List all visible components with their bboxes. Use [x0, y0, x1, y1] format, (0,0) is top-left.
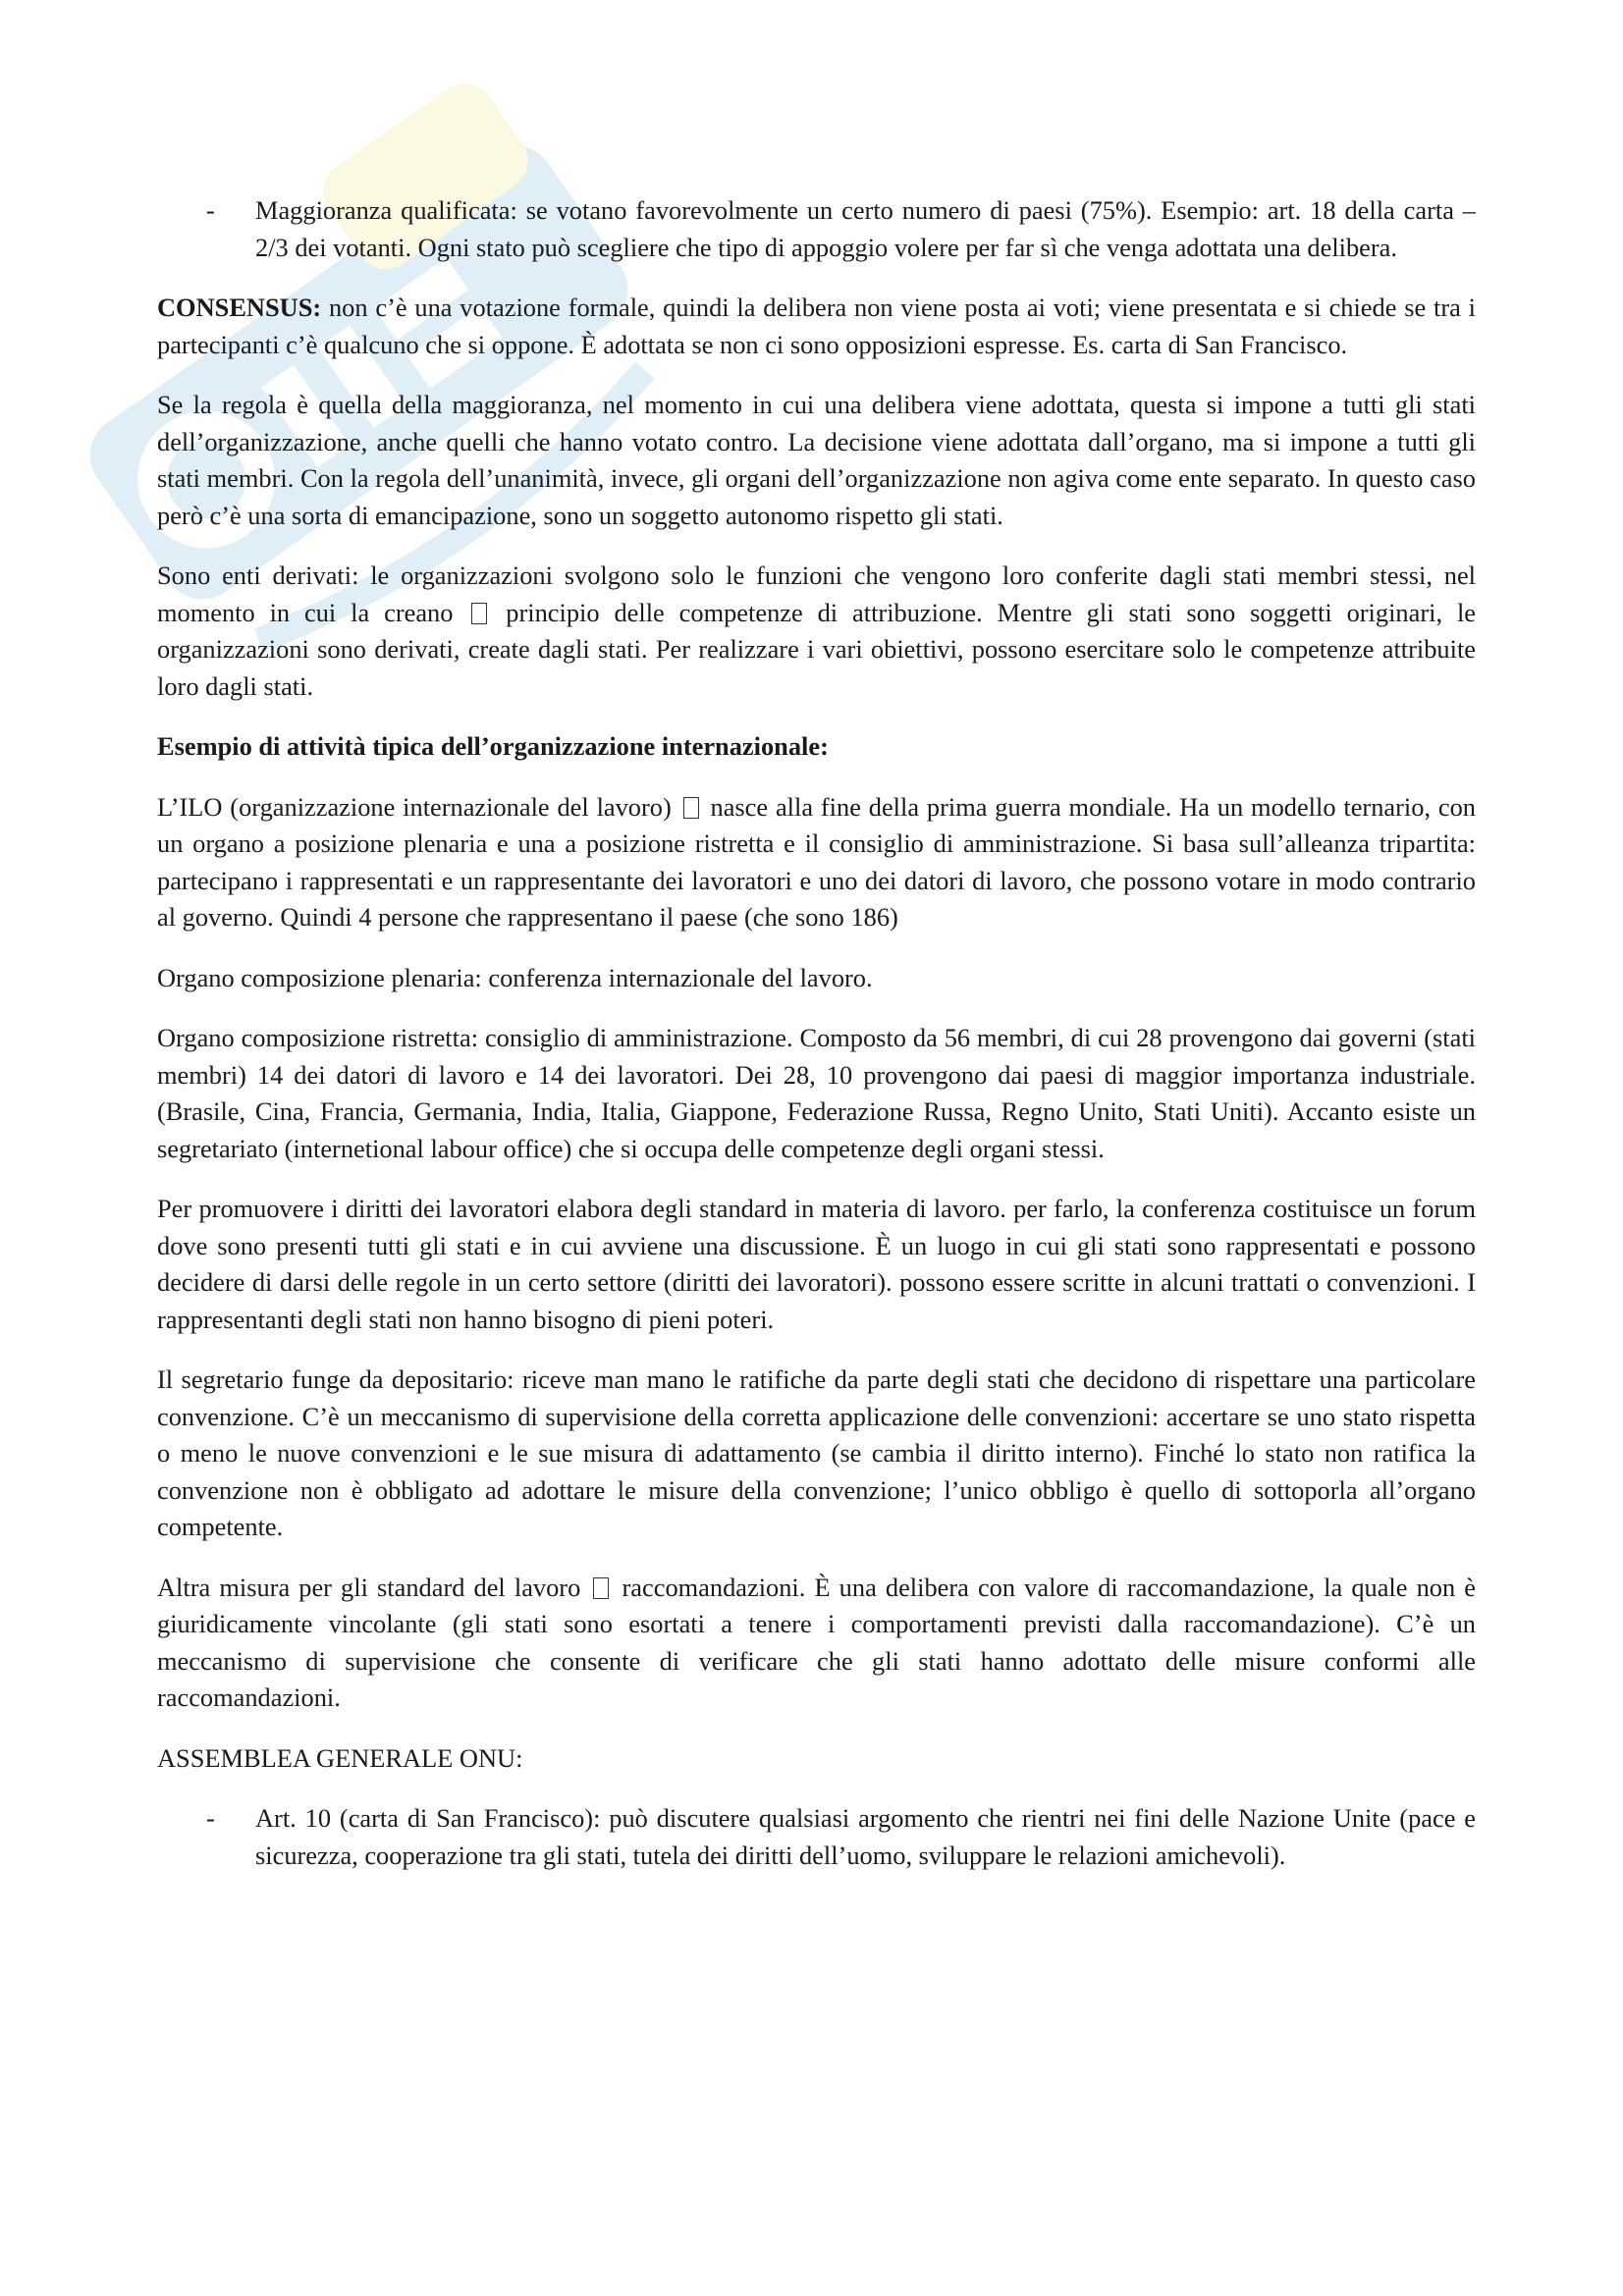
ilo-text-a: L’ILO (organizzazione internazionale del lavoro) — [157, 791, 672, 822]
altra-text-b: raccomandazioni. È una delibera con valore di raccomandazione, la quale non è giuridicamente vincolante (gli stati sono esortati a tenere i comportamenti previsti dalla raccomandazione). C’è un meccanismo di supervisione che consente di verificare che gli stati hanno adottato delle misure conformi alle raccomandazioni. — [157, 1572, 1476, 1712]
consensus-label: CONSENSUS: — [157, 293, 322, 322]
arrow-icon — [471, 603, 487, 624]
paragraph-plenaria: Organo composizione plenaria: conferenza internazionale del lavoro. — [157, 962, 873, 992]
list-item-art10 — [157, 1800, 1476, 1874]
arrow-icon — [593, 1577, 609, 1599]
document-page — [157, 192, 1476, 1897]
list-item-text: Maggioranza qualificata: se votano favorevolmente un certo numero di paesi (75%). Esempio: art. 18 della carta – 2/3 dei votanti. Ogni stato può scegliere che tipo di appoggio volere per far sì che venga adottata una delibera. — [255, 195, 1476, 262]
paragraph-maggioranza: Se la regola è quella della maggioranza, nel momento in cui una delibera viene adottata, questa si impone a tutti gli stati dell’organizzazione, anche quelli che hanno votato contro. La decisione viene adottata dall’organo, ma si impone a tutti gli stati membri. Con la regola dell’unanimità, invece, gli organi dell’organizzazione non agiva come ente separato. In questo caso però c’è una sorta di emancipazione, sono un soggetto autonomo rispetto gli stati. — [157, 390, 1476, 530]
paragraph-ilo — [157, 789, 1476, 936]
paragraph-ristretta: Organo composizione ristretta: consiglio di amministrazione. Composto da 56 membri, di cui 28 provengono dai governi (stati membri) 14 dei datori di lavoro e 14 dei lavoratori. Dei 28, 10 provengono dai paesi di maggior importanza industriale. (Brasile, Cina, Francia, Germania, India, Italia, Giappone, Federazione Russa, Regno Unito, Stati Uniti). Accanto esiste un segretariato (internetional labour office) che si occupa delle competenze degli organi stessi. — [157, 1023, 1476, 1163]
enti-text-b: principio delle competenze di attribuzione. Mentre gli stati sono soggetti originari, le organizzazioni sono derivati, create dagli stati. Per realizzare i vari obiettivi, possono esercitare solo le competenze attribuite loro dagli stati. — [157, 597, 1476, 701]
list-item-text: Art. 10 (carta di San Francisco): può discutere qualsiasi argomento che rientri nei fini delle Nazione Unite (pace e sicurezza, cooperazione tra gli stati, tutela dei diritti dell’uomo, sviluppare le relazioni amichevoli). — [255, 1803, 1476, 1870]
altra-text-a: Altra misura per gli standard del lavoro — [157, 1572, 581, 1602]
enti-text-a: Sono enti derivati: le organizzazioni svolgono solo le funzioni che vengono loro conferite dagli stati membri stessi, nel momento in cui la creano — [157, 561, 1476, 627]
paragraph-segretario: Il segretario funge da depositario: riceve man mano le ratifiche da parte degli stati che decidono di rispettare una particolare convenzione. C’è un meccanismo di supervisione della corretta applicazione delle convenzioni: accertare se uno stato rispetta o meno le nuove convenzioni e le sue misura di adattamento (se cambia il diritto interno). Finché lo stato non ratifica la convenzione non è obbligato ad adottare le misure della convenzione; l’unico obbligo è quello di sottoporla all’organo competente. — [157, 1364, 1476, 1541]
ilo-text-b: nasce alla fine della prima guerra mondiale. Ha un modello ternario, con un organo a posizione plenaria e una a posizione ristretta e il consiglio di amministrazione. Si basa sull’alleanza tripartita: partecipano i rappresentati e un rappresentante dei lavoratori e uno dei datori di lavoro, che possono votare in modo contrario al governo. Quindi 4 persone che rappresentano il paese (che sono 186) — [157, 791, 1476, 932]
list-dash: - — [206, 1803, 215, 1833]
paragraph-consensus — [157, 290, 1476, 363]
list-item-maggioranza — [157, 192, 1476, 266]
consensus-text: non c’è una votazione formale, quindi la delibera non viene posta ai voti; viene presentata e si chiede se tra i partecipanti c’è qualcuno che si oppone. È adottata se non ci sono opposizioni espresse. Es. carta di San Francisco. — [157, 293, 1476, 359]
paragraph-diritti: Per promuovere i diritti dei lavoratori elabora degli standard in materia di lavoro. per farlo, la conferenza costituisce un forum dove sono presenti tutti gli stati e in cui avviene una discussione. È un luogo in cui gli stati sono rappresentati e possono decidere di darsi delle regole in un certo settore (diritti dei lavoratori). possono essere scritte in alcuni trattati o convenzioni. I rappresentanti degli stati non hanno bisogno di pieni poteri. — [157, 1194, 1476, 1334]
paragraph-raccomandazioni — [157, 1570, 1476, 1717]
arrow-icon — [683, 797, 699, 819]
heading-assemblea: ASSEMBLEA GENERALE ONU: — [157, 1742, 523, 1773]
list-dash: - — [206, 195, 215, 225]
paragraph-enti-derivati — [157, 558, 1476, 705]
heading-esempio: Esempio di attività tipica dell’organizzazione internazionale: — [157, 731, 829, 761]
